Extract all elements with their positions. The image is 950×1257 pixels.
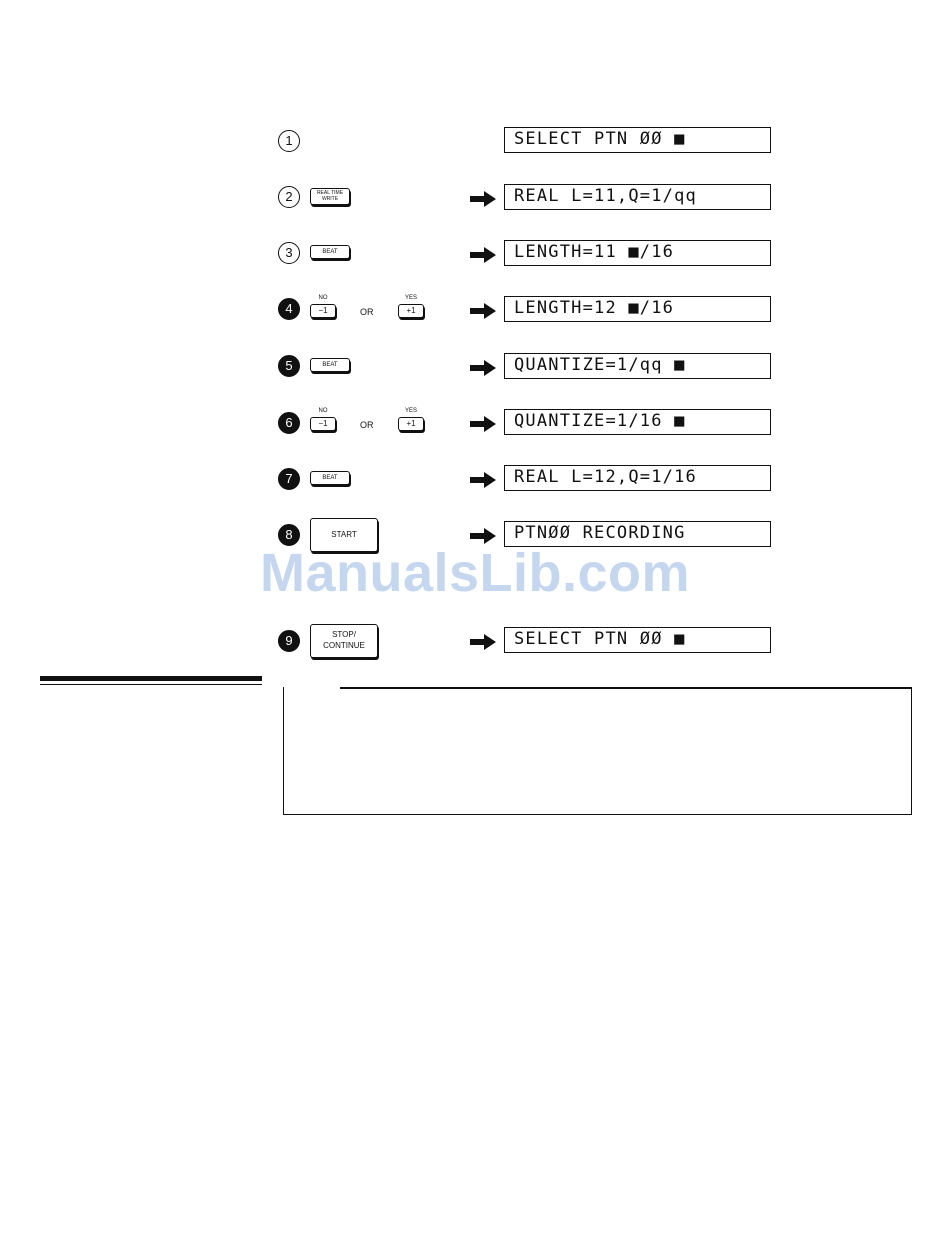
step-3-number: 3 xyxy=(278,242,300,264)
start-key[interactable]: START xyxy=(310,518,378,552)
continue-label: CONTINUE xyxy=(323,641,365,650)
step-2-number: 2 xyxy=(278,186,300,208)
lcd-display-step-5: QUANTIZE=1/qq ■ xyxy=(504,353,771,379)
no-caption: NO xyxy=(318,408,328,414)
minus-one-key[interactable]: −1 xyxy=(310,304,336,318)
lcd-display-step-8: PTNØØ RECORDING xyxy=(504,521,771,547)
lcd-display-step-4: LENGTH=12 ■/16 xyxy=(504,296,771,322)
step-6-number: 6 xyxy=(278,412,300,434)
lcd-display-step-9: SELECT PTN ØØ ■ xyxy=(504,627,771,653)
step-1-number: 1 xyxy=(278,130,300,152)
lcd-display-step-6: QUANTIZE=1/16 ■ xyxy=(504,409,771,435)
no-caption: NO xyxy=(318,295,328,301)
note-box xyxy=(283,687,912,815)
step-4-number: 4 xyxy=(278,298,300,320)
right-arrow-icon xyxy=(470,191,496,207)
step-8-number: 8 xyxy=(278,524,300,546)
real-time-write-key[interactable]: REAL TIME WRITE xyxy=(310,188,350,205)
minus-one-key[interactable]: −1 xyxy=(310,417,336,431)
yes-caption: YES xyxy=(404,295,417,301)
stop-continue-key[interactable] xyxy=(310,624,378,658)
lcd-display-step-1: SELECT PTN ØØ ■ xyxy=(504,127,771,153)
right-arrow-icon xyxy=(470,360,496,376)
right-arrow-icon xyxy=(470,634,496,650)
section-rule-thin xyxy=(40,684,262,685)
right-arrow-icon xyxy=(470,416,496,432)
section-rule xyxy=(40,676,262,681)
right-arrow-icon xyxy=(470,472,496,488)
plus-one-key[interactable]: +1 xyxy=(398,304,424,318)
stop-label: STOP/ xyxy=(332,630,356,639)
yes-caption: YES xyxy=(404,408,417,414)
lcd-display-step-7: REAL L=12,Q=1/16 xyxy=(504,465,771,491)
beat-key[interactable]: BEAT xyxy=(310,358,350,372)
plus-one-key[interactable]: +1 xyxy=(398,417,424,431)
lcd-display-step-3: LENGTH=11 ■/16 xyxy=(504,240,771,266)
lcd-display-step-2: REAL L=11,Q=1/qq xyxy=(504,184,771,210)
note-box-top-border xyxy=(340,687,912,689)
or-label: OR xyxy=(360,420,374,430)
watermark: ManualsLib.com xyxy=(259,543,691,603)
step-9-number: 9 xyxy=(278,630,300,652)
or-label: OR xyxy=(360,307,374,317)
beat-key[interactable]: BEAT xyxy=(310,245,350,259)
step-5-number: 5 xyxy=(278,355,300,377)
beat-key[interactable]: BEAT xyxy=(310,471,350,485)
right-arrow-icon xyxy=(470,247,496,263)
right-arrow-icon xyxy=(470,303,496,319)
step-7-number: 7 xyxy=(278,468,300,490)
